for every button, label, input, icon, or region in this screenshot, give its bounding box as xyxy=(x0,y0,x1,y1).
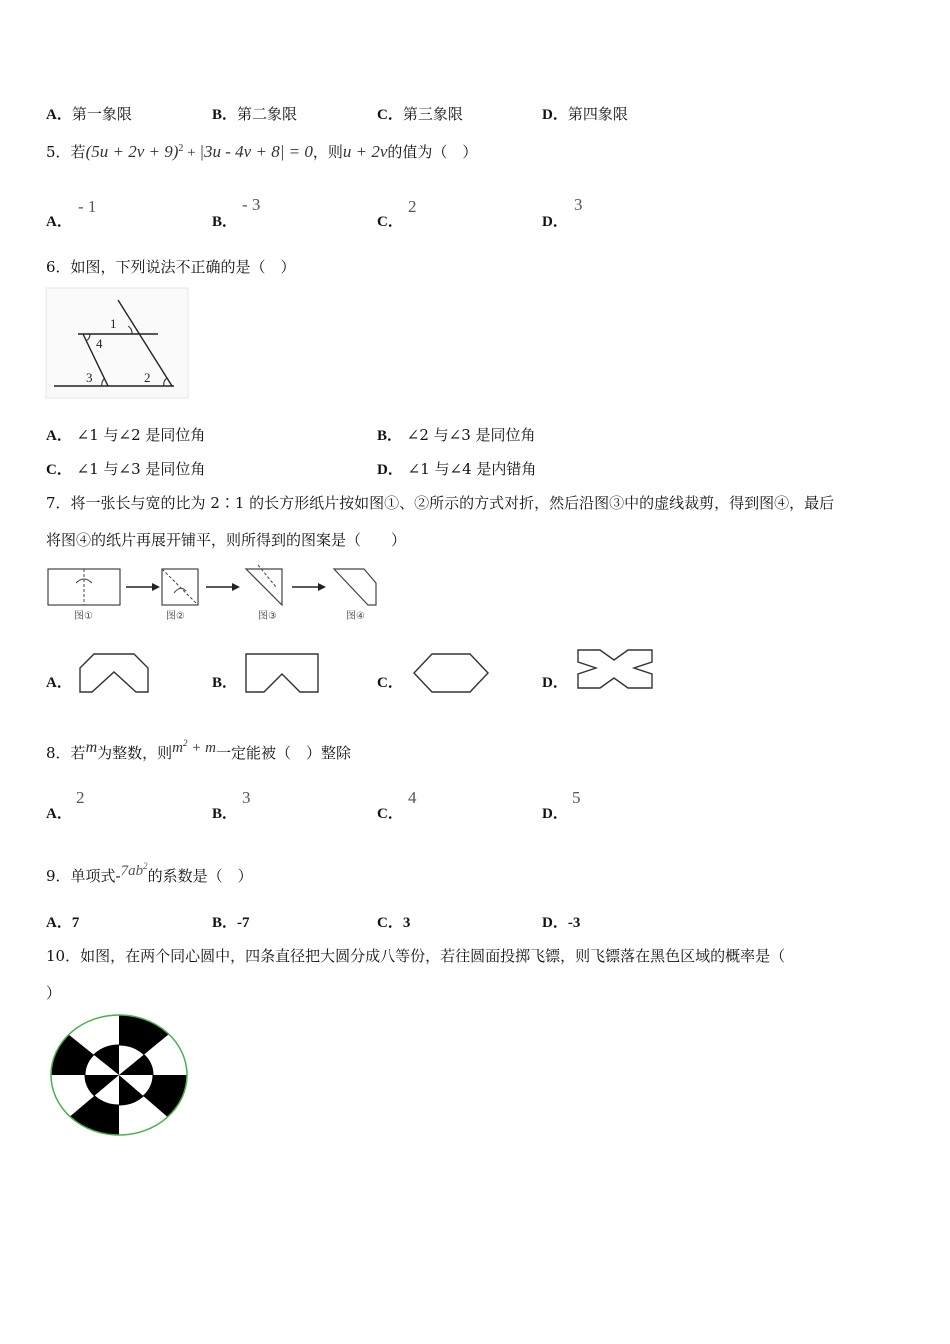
q10-stem-line2: ） xyxy=(46,984,62,1002)
q5-option-b[interactable]: B． xyxy=(212,214,238,230)
q4-option-c[interactable]: C．第三象限 xyxy=(377,105,463,123)
q8-option-d-value: 5 xyxy=(572,788,581,807)
q8-stem: 8．若$^m$为整数，则$^{m^2 + m}$一定能被（ ）整除 xyxy=(46,738,351,762)
q4-option-d[interactable]: D．第四象限 xyxy=(542,105,628,123)
q7-option-d[interactable]: D． xyxy=(542,675,568,691)
q7-option-b[interactable]: B． xyxy=(212,675,238,691)
q7-option-a-shape xyxy=(74,650,154,696)
q7-option-c-shape xyxy=(410,650,492,696)
q7-option-b-shape xyxy=(242,650,322,696)
q6-stem: 6．如图，下列说法不正确的是（ ） xyxy=(46,258,296,276)
q5-option-b-value: - 3 xyxy=(242,195,261,214)
q8-option-b[interactable]: B． xyxy=(212,806,238,822)
q7-fig-label-1: 图① xyxy=(74,611,93,622)
q5-option-a-value: - 1 xyxy=(78,197,97,216)
q6-label-3: 3 xyxy=(86,370,93,385)
q6-label-2: 2 xyxy=(144,370,151,385)
q7-option-d-shape xyxy=(574,646,656,692)
q8-option-a[interactable]: A． xyxy=(46,806,72,822)
q7-option-c[interactable]: C． xyxy=(377,675,403,691)
q5-option-c[interactable]: C． xyxy=(377,214,403,230)
q6-label-1: 1 xyxy=(110,316,117,331)
q6-option-c[interactable]: C． ∠1 与∠3 是同位角 xyxy=(46,460,206,478)
q9-option-b[interactable]: B．-7 xyxy=(212,915,250,931)
q7-stem-line2: 将图④的纸片再展开铺平，则所得到的图案是（ ） xyxy=(46,531,407,549)
q7-figure-sequence xyxy=(46,565,382,627)
q6-label-4: 4 xyxy=(96,336,103,351)
q9-stem: 9．单项式-$^{7ab^2}$的系数是（ ） xyxy=(46,861,253,885)
q9-option-a[interactable]: A．7 xyxy=(46,915,80,931)
q5-option-c-value: 2 xyxy=(408,197,417,216)
q7-stem-line1: 7．将一张长与宽的比为 2∶1 的长方形纸片按如图①、②所示的方式对折，然后沿图③中的虚线裁剪，得到图④，最后 xyxy=(46,494,835,512)
q8-option-c-value: 4 xyxy=(408,788,417,807)
q7-fig-label-2: 图② xyxy=(166,611,185,622)
q8-option-b-value: 3 xyxy=(242,788,251,807)
q8-option-a-value: 2 xyxy=(76,788,85,807)
q8-option-d[interactable]: D． xyxy=(542,806,568,822)
q5-option-a[interactable]: A． xyxy=(46,214,72,230)
q7-fig-label-3: 图③ xyxy=(258,611,277,622)
q9-option-c[interactable]: C．3 xyxy=(377,915,411,931)
q5-stem: 5．若$(5u + 2v + 9)^2 + |3u - 4v + 8| = 0$，则u + 2v的值为（ ） xyxy=(46,142,478,161)
q6-figure xyxy=(46,288,188,398)
q6-option-d[interactable]: D． ∠1 与∠4 是内错角 xyxy=(377,460,537,478)
q6-option-a[interactable]: A． ∠1 与∠2 是同位角 xyxy=(46,426,206,444)
q4-option-a[interactable]: A．第一象限 xyxy=(46,105,132,123)
q10-stem-line1: 10．如图，在两个同心圆中，四条直径把大圆分成八等份，若往圆面投掷飞镖，则飞镖落在黑色区域的概率是（ xyxy=(46,947,786,965)
q5-option-d[interactable]: D． xyxy=(542,214,568,230)
q10-target-figure xyxy=(48,1012,190,1138)
q6-option-b[interactable]: B． ∠2 与∠3 是同位角 xyxy=(377,426,536,444)
q9-option-d[interactable]: D．-3 xyxy=(542,915,581,931)
q4-option-b[interactable]: B．第二象限 xyxy=(212,105,298,123)
q7-fig-label-4: 图④ xyxy=(346,611,365,622)
q7-option-a[interactable]: A． xyxy=(46,675,72,691)
q8-option-c[interactable]: C． xyxy=(377,806,403,822)
q5-option-d-value: 3 xyxy=(574,195,583,214)
